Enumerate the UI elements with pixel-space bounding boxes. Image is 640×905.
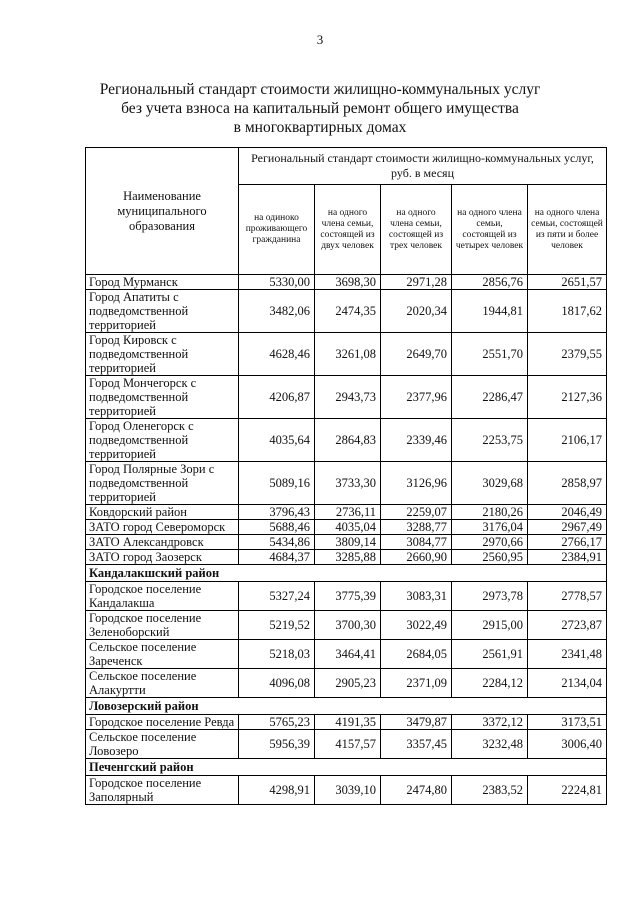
table-row xyxy=(86,535,607,550)
cost-value: 2684,05 xyxy=(381,640,452,669)
cost-value: 3126,96 xyxy=(381,462,452,505)
title-line: Региональный стандарт стоимости жилищно-коммунальных услуг xyxy=(99,81,541,98)
cost-value: 5219,52 xyxy=(239,611,315,640)
table-body xyxy=(86,275,607,805)
cost-value: 3775,39 xyxy=(315,582,381,611)
region-header-row xyxy=(86,565,607,582)
table-row xyxy=(86,462,607,505)
cost-value: 2864,83 xyxy=(315,419,381,462)
document-title xyxy=(0,80,640,137)
cost-value: 2915,00 xyxy=(452,611,528,640)
title-line: в многоквартирных домах xyxy=(233,119,407,136)
cost-value: 2379,55 xyxy=(528,333,607,376)
municipality-name: Город Кировск с подведомственной территорией xyxy=(86,333,239,376)
cost-value: 2967,49 xyxy=(528,520,607,535)
column-header-four-persons: на одного члена семьи, состоящей из четырех человек xyxy=(452,185,528,275)
cost-value: 5218,03 xyxy=(239,640,315,669)
cost-value: 3029,68 xyxy=(452,462,528,505)
municipality-name: Город Полярные Зори с подведомственной территорией xyxy=(86,462,239,505)
municipality-name: ЗАТО Александровск xyxy=(86,535,239,550)
cost-value: 3372,12 xyxy=(452,715,528,730)
cost-value: 1944,81 xyxy=(452,290,528,333)
column-header-five-plus-persons: на одного члена семьи, состоящей из пяти и более человек xyxy=(528,185,607,275)
cost-value: 5089,16 xyxy=(239,462,315,505)
cost-value: 5956,39 xyxy=(239,730,315,759)
cost-value: 2474,35 xyxy=(315,290,381,333)
municipality-name: Городское поселение Ревда xyxy=(86,715,239,730)
cost-value: 2905,23 xyxy=(315,669,381,698)
cost-value: 2339,46 xyxy=(381,419,452,462)
cost-value: 3796,43 xyxy=(239,505,315,520)
cost-value: 3809,14 xyxy=(315,535,381,550)
cost-value: 5327,24 xyxy=(239,582,315,611)
municipality-column-header: Наименование муниципального образования xyxy=(86,148,239,275)
cost-value: 3698,30 xyxy=(315,275,381,290)
cost-value: 3006,40 xyxy=(528,730,607,759)
cost-value: 4628,46 xyxy=(239,333,315,376)
table-row xyxy=(86,376,607,419)
table-row xyxy=(86,640,607,669)
table-row xyxy=(86,669,607,698)
cost-value: 2224,81 xyxy=(528,776,607,805)
cost-value: 2284,12 xyxy=(452,669,528,698)
cost-value: 1817,62 xyxy=(528,290,607,333)
region-name: Ловозерский район xyxy=(86,698,607,715)
table-row xyxy=(86,333,607,376)
table-row xyxy=(86,520,607,535)
cost-value: 2970,66 xyxy=(452,535,528,550)
cost-group-header: Региональный стандарт стоимости жилищно-коммунальных услуг, руб. в месяц xyxy=(239,148,607,185)
cost-value: 3232,48 xyxy=(452,730,528,759)
region-name: Печенгский район xyxy=(86,759,607,776)
cost-value: 2778,57 xyxy=(528,582,607,611)
region-header-row xyxy=(86,698,607,715)
region-header-row xyxy=(86,759,607,776)
table-row xyxy=(86,611,607,640)
cost-value: 2561,91 xyxy=(452,640,528,669)
cost-value: 3700,30 xyxy=(315,611,381,640)
municipality-name: ЗАТО город Североморск xyxy=(86,520,239,535)
cost-value: 3357,45 xyxy=(381,730,452,759)
housing-cost-table xyxy=(85,147,607,805)
cost-value: 2020,34 xyxy=(381,290,452,333)
cost-value: 4157,57 xyxy=(315,730,381,759)
table-row xyxy=(86,550,607,565)
municipality-name: Сельское поселение Ловозеро xyxy=(86,730,239,759)
cost-value: 3733,30 xyxy=(315,462,381,505)
cost-value: 2371,09 xyxy=(381,669,452,698)
cost-value: 3039,10 xyxy=(315,776,381,805)
cost-value: 2651,57 xyxy=(528,275,607,290)
cost-value: 2971,28 xyxy=(381,275,452,290)
cost-value: 2106,17 xyxy=(528,419,607,462)
cost-value: 2046,49 xyxy=(528,505,607,520)
page-number: 3 xyxy=(316,32,324,47)
table-row xyxy=(86,776,607,805)
cost-value: 2383,52 xyxy=(452,776,528,805)
cost-value: 2259,07 xyxy=(381,505,452,520)
cost-value: 3261,08 xyxy=(315,333,381,376)
cost-value: 3464,41 xyxy=(315,640,381,669)
cost-value: 2973,78 xyxy=(452,582,528,611)
cost-value: 3479,87 xyxy=(381,715,452,730)
cost-value: 2943,73 xyxy=(315,376,381,419)
cost-value: 2660,90 xyxy=(381,550,452,565)
cost-value: 2649,70 xyxy=(381,333,452,376)
municipality-name: ЗАТО город Заозерск xyxy=(86,550,239,565)
cost-value: 5330,00 xyxy=(239,275,315,290)
cost-value: 3482,06 xyxy=(239,290,315,333)
municipality-name: Город Мончегорск с подведомственной территорией xyxy=(86,376,239,419)
cost-value: 5765,23 xyxy=(239,715,315,730)
cost-value: 2253,75 xyxy=(452,419,528,462)
cost-value: 3288,77 xyxy=(381,520,452,535)
cost-value: 3084,77 xyxy=(381,535,452,550)
municipality-name: Ковдорский район xyxy=(86,505,239,520)
cost-value: 2341,48 xyxy=(528,640,607,669)
cost-value: 2180,26 xyxy=(452,505,528,520)
cost-value: 4191,35 xyxy=(315,715,381,730)
municipality-name: Город Оленегорск с подведомственной территорией xyxy=(86,419,239,462)
cost-value: 2856,76 xyxy=(452,275,528,290)
cost-value: 2384,91 xyxy=(528,550,607,565)
cost-value: 5434,86 xyxy=(239,535,315,550)
municipality-name: Городское поселение Кандалакша xyxy=(86,582,239,611)
cost-value: 4684,37 xyxy=(239,550,315,565)
cost-value: 3173,51 xyxy=(528,715,607,730)
table-row xyxy=(86,715,607,730)
cost-value: 2766,17 xyxy=(528,535,607,550)
cost-value: 4035,04 xyxy=(315,520,381,535)
title-line: без учета взноса на капитальный ремонт общего имущества xyxy=(121,100,519,117)
cost-value: 3022,49 xyxy=(381,611,452,640)
municipality-name: Город Апатиты с подведомственной территорией xyxy=(86,290,239,333)
cost-value: 2474,80 xyxy=(381,776,452,805)
cost-value: 2736,11 xyxy=(315,505,381,520)
cost-value: 4096,08 xyxy=(239,669,315,698)
cost-value: 4298,91 xyxy=(239,776,315,805)
region-name: Кандалакшский район xyxy=(86,565,607,582)
cost-value: 2560,95 xyxy=(452,550,528,565)
cost-value: 2858,97 xyxy=(528,462,607,505)
column-header-two-persons: на одного члена семьи, состоящей из двух человек xyxy=(315,185,381,275)
cost-value: 3176,04 xyxy=(452,520,528,535)
cost-value: 2134,04 xyxy=(528,669,607,698)
column-header-single: на одиноко проживающего гражданина xyxy=(239,185,315,275)
table-row xyxy=(86,505,607,520)
municipality-name: Городское поселение Заполярный xyxy=(86,776,239,805)
column-header-three-persons: на одного члена семьи, состоящей из трех человек xyxy=(381,185,452,275)
cost-value: 2723,87 xyxy=(528,611,607,640)
table-row xyxy=(86,290,607,333)
cost-value: 4035,64 xyxy=(239,419,315,462)
table-row xyxy=(86,419,607,462)
table-row xyxy=(86,582,607,611)
cost-value: 2286,47 xyxy=(452,376,528,419)
municipality-name: Городское поселение Зеленоборский xyxy=(86,611,239,640)
cost-value: 2551,70 xyxy=(452,333,528,376)
cost-value: 3285,88 xyxy=(315,550,381,565)
table-row xyxy=(86,275,607,290)
cost-value: 4206,87 xyxy=(239,376,315,419)
cost-value: 3083,31 xyxy=(381,582,452,611)
municipality-name: Сельское поселение Алакуртти xyxy=(86,669,239,698)
table-row xyxy=(86,730,607,759)
cost-value: 2377,96 xyxy=(381,376,452,419)
municipality-name: Сельское поселение Зареченск xyxy=(86,640,239,669)
cost-value: 2127,36 xyxy=(528,376,607,419)
cost-value: 5688,46 xyxy=(239,520,315,535)
municipality-name: Город Мурманск xyxy=(86,275,239,290)
